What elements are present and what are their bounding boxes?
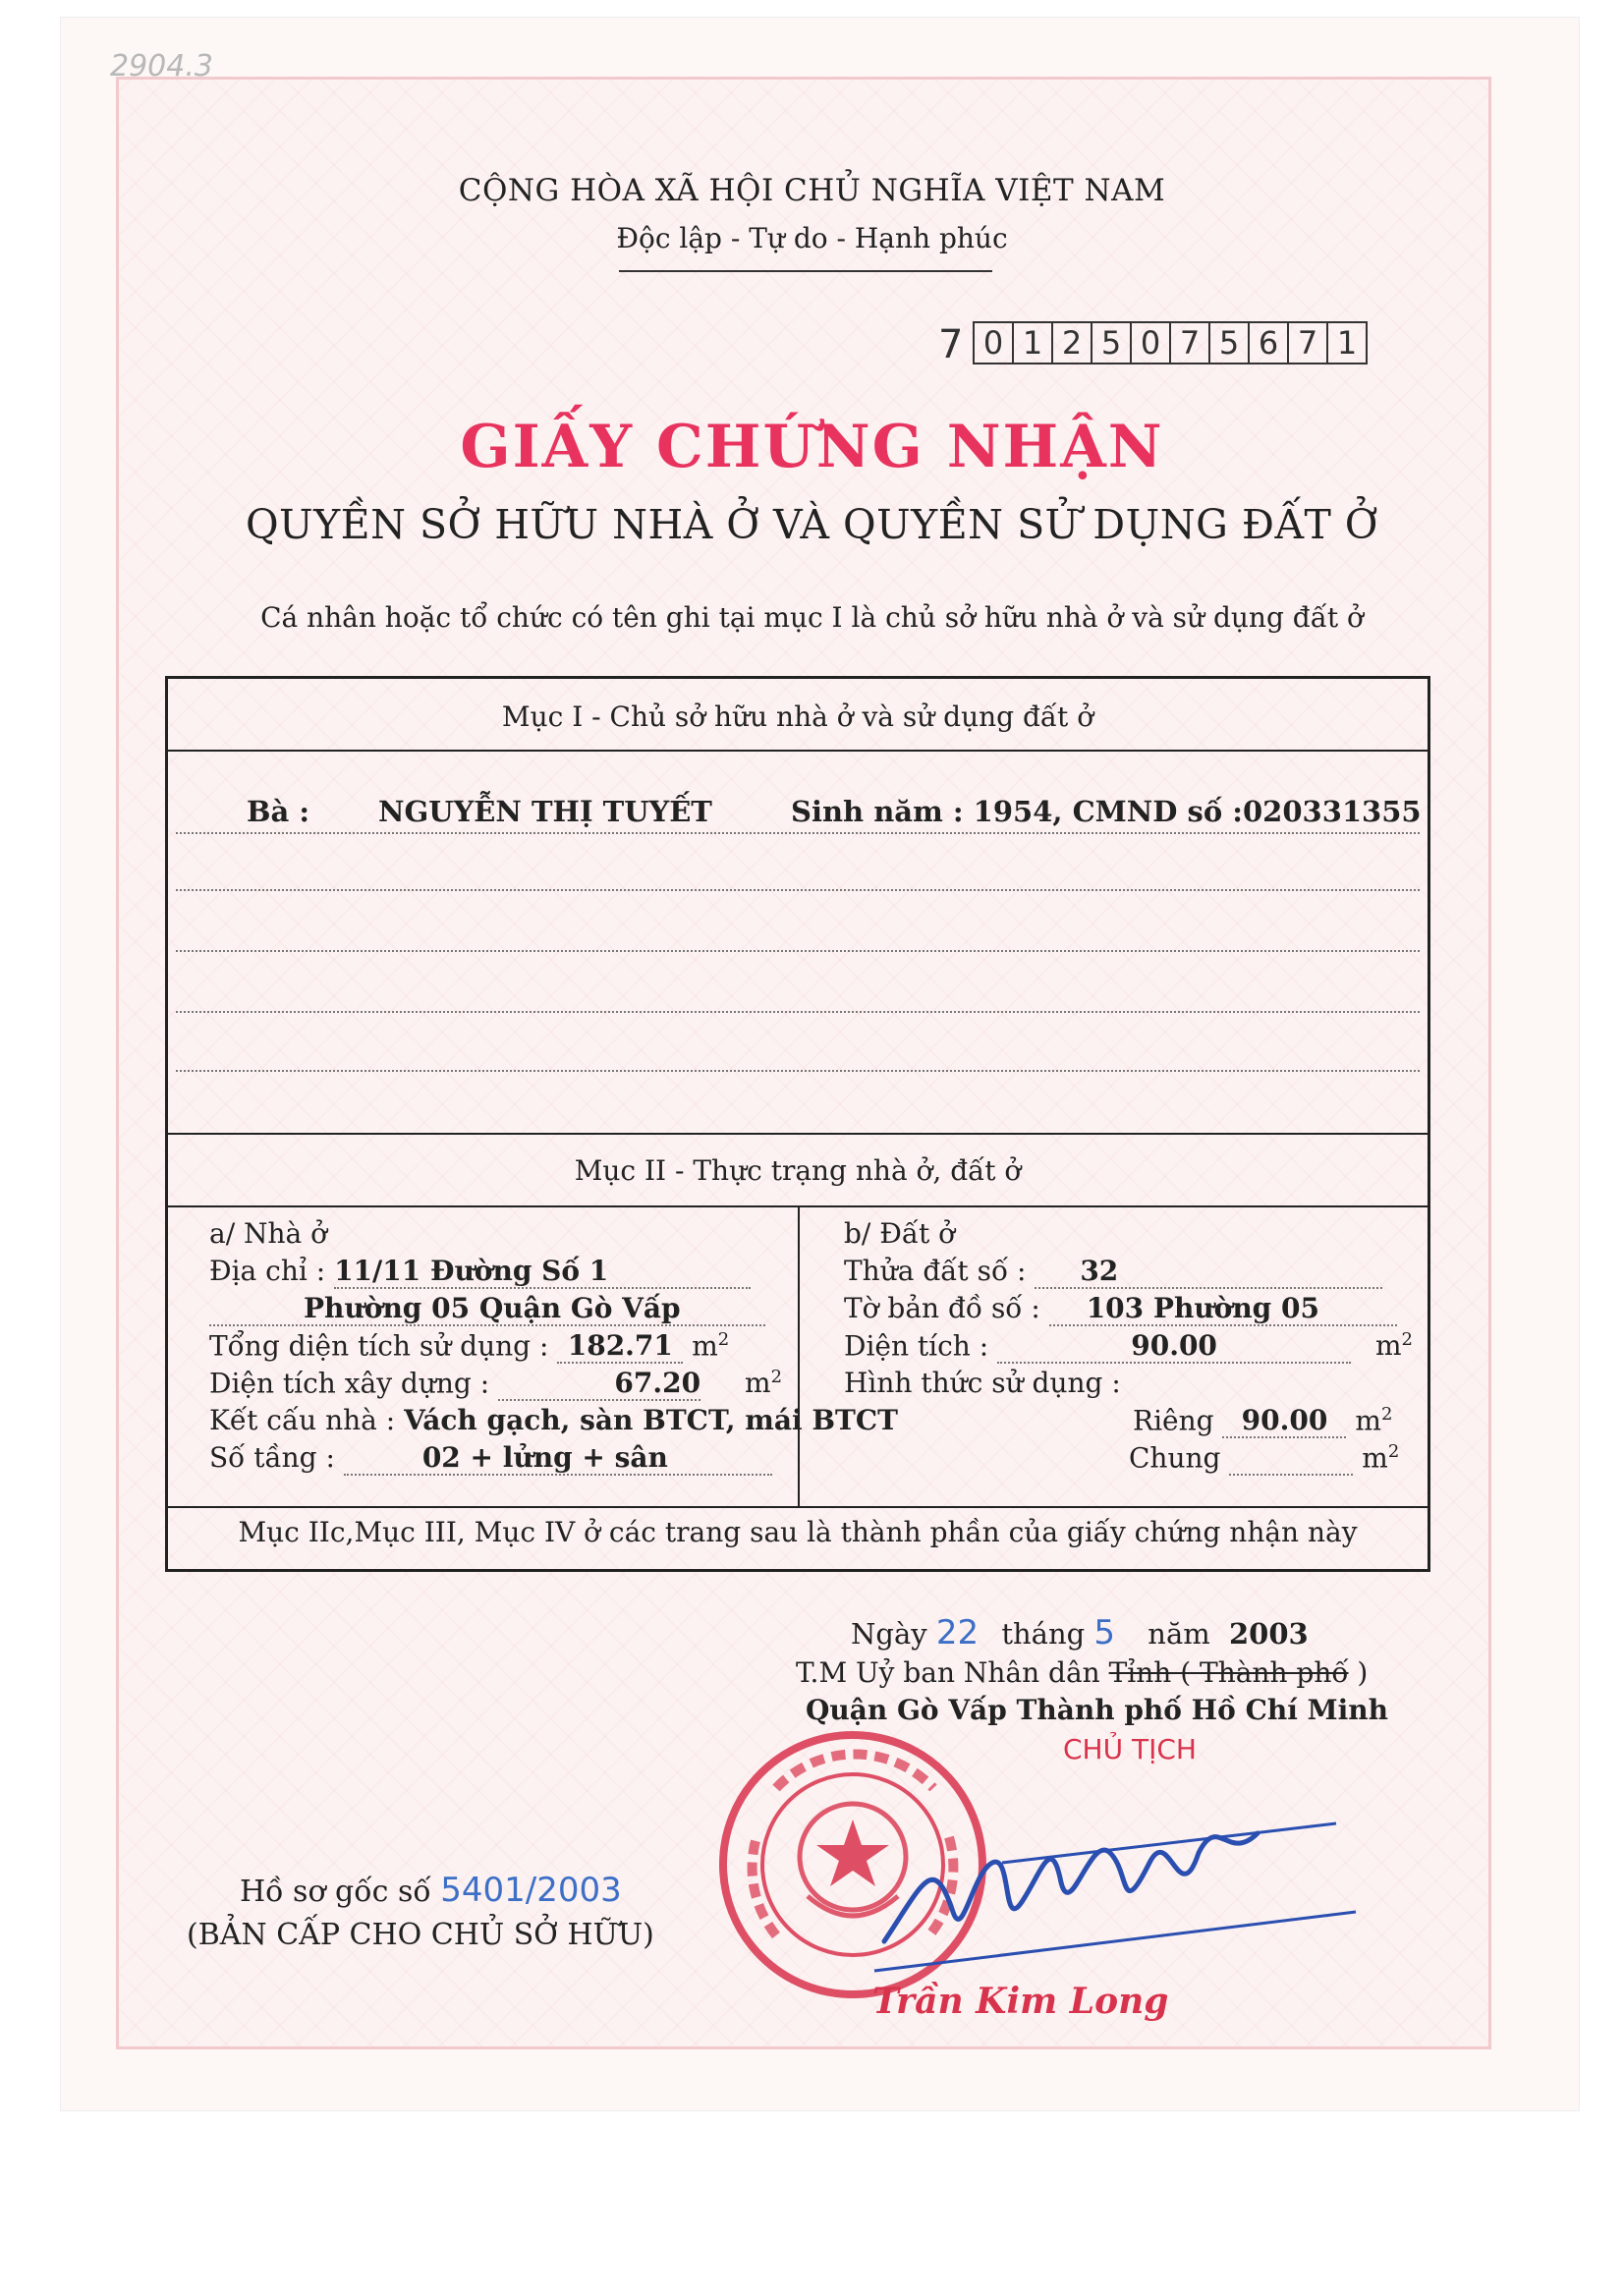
address-row-2 [209,1292,765,1326]
committee-line [796,1656,1368,1689]
certificate-table [165,676,1430,1572]
map-row [844,1292,1397,1326]
structure-row [209,1404,898,1436]
address-label: Địa chỉ : [209,1255,326,1287]
serial-prefix: 7 [938,322,964,367]
motto-underline [619,270,992,272]
area-unit: m [745,1367,771,1400]
area-unit: m [1362,1441,1388,1475]
section2-title: Mục II - Thực trạng nhà ở, đất ở [574,1154,1022,1187]
owner-name: NGUYỄN THỊ TUYẾT [378,795,712,828]
dotted-line [176,950,1420,952]
land-area-row [844,1329,1413,1364]
shared-value-dots [1229,1441,1353,1476]
pencil-note: 2904.3 [110,49,213,84]
map-label: Tờ bản đồ số : [844,1292,1040,1324]
land-heading: b/ Đất ở [844,1217,956,1250]
area-unit-exponent: 2 [1401,1329,1413,1350]
total-area-row [209,1329,729,1364]
plot-label: Thửa đất số : [844,1255,1027,1287]
shared-row [1129,1441,1399,1476]
area-unit-exponent: 2 [770,1367,783,1387]
built-area-value: 67.20 [498,1367,700,1401]
document-title: GIẤY CHỨNG NHẬN [460,413,1164,481]
section1-title: Mục I - Chủ sở hữu nhà ở và sử dụng đất ở [501,700,1094,733]
record-label: Hồ sơ gốc số [240,1875,431,1909]
address-row [209,1255,751,1289]
land-area-label: Diện tích : [844,1329,989,1363]
floors-row [209,1441,772,1476]
month-label: tháng [1001,1617,1086,1651]
area-unit-exponent: 2 [1387,1441,1400,1462]
serial-digit: 7 [1171,323,1210,363]
area-unit: m [1374,1329,1402,1363]
plot-value: 32 [1035,1255,1382,1289]
day-label: Ngày [851,1617,927,1651]
serial-digit: 7 [1289,323,1328,363]
area-unit: m [1355,1404,1381,1437]
floors-value: 02 + lửng + sân [344,1441,772,1476]
serial-digit: 1 [1014,323,1053,363]
plot-row [844,1255,1382,1289]
private-label: Riêng [1133,1404,1214,1437]
year-value: 2003 [1228,1617,1309,1651]
signer-name: Trần Kim Long [872,1981,1169,2022]
owner-birth-id: Sinh năm : 1954, CMND số :020331355 [791,795,1422,828]
dotted-line [176,889,1420,891]
owner-honorific: Bà : [247,795,310,828]
area-unit-exponent: 2 [717,1329,730,1350]
serial-digit: 0 [975,323,1014,363]
address-line1: 11/11 Đường Số 1 [334,1255,751,1289]
serial-digit: 1 [1336,324,1358,362]
area-unit: m [692,1329,718,1363]
built-area-label: Diện tích xây dựng : [209,1367,490,1400]
nation-header: CỘNG HÒA XÃ HỘI CHỦ NGHĨA VIỆT NAM [458,173,1166,208]
column-divider [798,1207,800,1506]
serial-digit: 0 [1132,323,1171,363]
serial-digit: 2 [1053,323,1092,363]
shared-label: Chung [1129,1441,1221,1475]
map-value: 103 Phường 05 [1049,1292,1397,1326]
record-value: 5401/2003 [440,1871,622,1910]
dotted-line [176,1070,1420,1072]
month-value: 5 [1093,1613,1116,1652]
serial-number-boxes [973,321,1368,364]
copy-note: (BẢN CẤP CHO CHỦ SỞ HỮU) [187,1918,654,1952]
issue-date [851,1613,1309,1652]
private-value: 90.00 [1222,1404,1346,1438]
structure-label: Kết cấu nhà : [209,1404,396,1436]
divider [168,1133,1428,1135]
structure-value: Vách gạch, sàn BTCT, mái BTCT [404,1404,898,1436]
divider [168,750,1428,752]
chair-title: CHỦ TỊCH [1063,1733,1197,1765]
land-area-value: 90.00 [997,1329,1351,1364]
divider [168,1506,1428,1508]
record-number [240,1871,622,1910]
floors-label: Số tầng : [209,1441,335,1474]
house-heading: a/ Nhà ở [209,1217,328,1250]
document-subtitle: QUYỀN SỞ HỮU NHÀ Ở VÀ QUYỀN SỬ DỤNG ĐẤT Ở [245,501,1379,548]
total-area-label: Tổng diện tích sử dụng : [209,1329,549,1363]
intro-text: Cá nhân hoặc tổ chức có tên ghi tại mục I là chủ sở hữu nhà ở và sử dụng đất ở [260,601,1364,634]
serial-digit: 5 [1092,323,1132,363]
area-unit-exponent: 2 [1380,1404,1393,1425]
dotted-line [176,832,1420,834]
address-line2: Phường 05 Quận Gò Vấp [209,1292,765,1326]
committee-prefix: T.M Uỷ ban Nhân dân [796,1656,1100,1689]
motto: Độc lập - Tự do - Hạnh phúc [616,222,1008,254]
dotted-line [176,1011,1420,1013]
signature [865,1794,1375,1981]
committee-suffix: ) [1357,1656,1369,1689]
year-label: năm [1148,1617,1210,1651]
private-row [1133,1404,1392,1438]
serial-digit: 5 [1210,323,1250,363]
day-value: 22 [935,1613,980,1652]
serial-digit: 6 [1250,323,1289,363]
district-line: Quận Gò Vấp Thành phố Hồ Chí Minh [806,1694,1388,1726]
footer-note: Mục IIc,Mục III, Mục IV ở các trang sau là thành phần của giấy chứng nhận này [238,1516,1358,1548]
committee-struck: Tỉnh ( Thành phố [1108,1656,1349,1689]
total-area-value: 182.71 [557,1329,683,1364]
built-area-row [209,1367,782,1401]
usage-label: Hình thức sử dụng : [844,1367,1121,1399]
